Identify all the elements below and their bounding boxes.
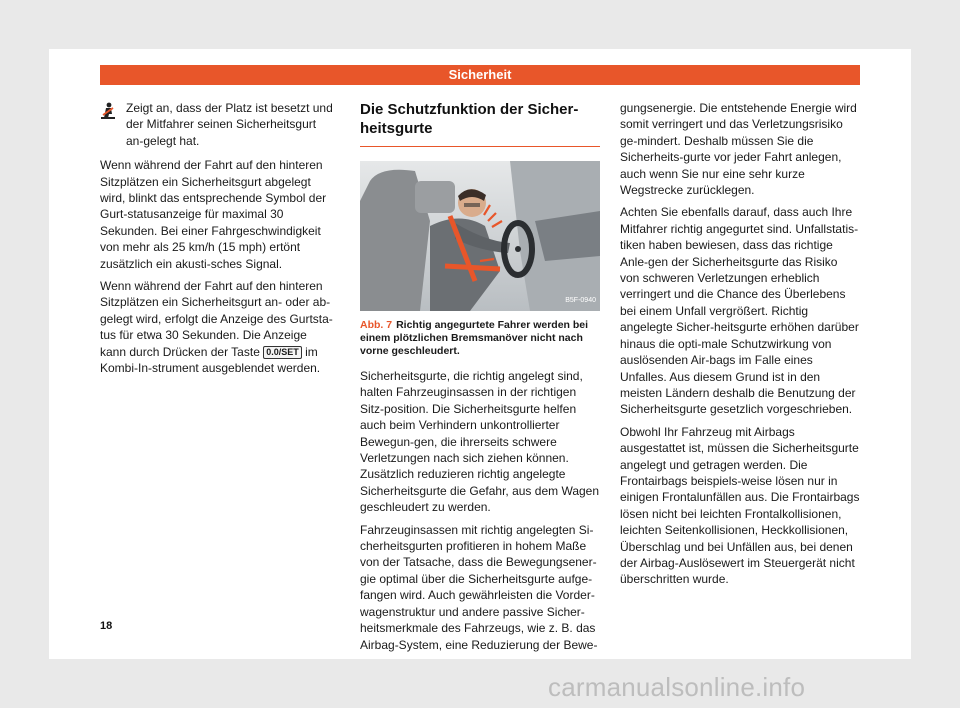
paragraph: Sicherheitsgurte, die richtig angelegt sind, halten Fahrzeuginsassen in der richtigen Sitz-position. Die Sicherheitsgurte helfen auch beim Verhindern unkontrollierter Bewegun-gen, die ihrerseits schwere Verletzungen nach sich ziehen können. Zusätzlich reduzieren richtig angelegte Sicherheitsgurte die Gefahr, aus dem Wagen geschleudert zu werden.	[360, 369, 600, 515]
paragraph: Achten Sie ebenfalls darauf, dass auch Ihre Mitfahrer richtig angegurtet sind. Unfallstatis-tiken haben bewiesen, dass das richtige Anle-gen der Sicherheitsgurte das Risiko von schweren Verletzungen erheblich verringert und die Chance des Überlebens bei einem Unfall vergrößert. Richtig angelegte Sicher-heitsgurte erhöhen darüber hinaus die opti-male Schutzwirkung von auslösenden Air-bags im Falle eines Unfalles. Aus diesem Grund ist in den meisten Ländern deshalb die Benutzung der Sicherheitsgurte gesetzlich vorgeschrieben.	[620, 205, 859, 417]
caption-label: Abb. 7	[360, 319, 393, 331]
caption-text: Richtig angegurtete Fahrer werden bei einem plötzlichen Bremsmanöver nicht nach vorne geschleudert.	[360, 319, 589, 357]
paragraph: Fahrzeuginsassen mit richtig angelegten Si-cherheitsgurten profitieren in hohem Maße von der Tatsache, dass die Bewegungsener-gie optimal über die Sicherheitsgurte aufge-fangen wird. Auch gewährleisten die Vorder-wagenstruktur und andere passive Sicher-heitsmerkmale des Fahrzeugs, wie z. B. das Airbag-System, eine Reduzierung der Bewe-	[360, 522, 598, 652]
seatbelt-note	[100, 100, 336, 149]
figure-caption	[360, 319, 600, 358]
driver-illustration	[360, 161, 600, 311]
paragraph: gungsenergie. Die entstehende Energie wird somit verringert und das Verletzungsrisiko ge-mindert. Deshalb müssen Sie die Sicherheits-gurte vor jeder Fahrt anlegen, auch wenn Sie nur eine sehr kurze Wegstrecke zurücklegen.	[620, 101, 857, 198]
set-key-label: 0.0/SET	[263, 346, 302, 359]
column-middle	[360, 100, 600, 659]
paragraph: Wenn während der Fahrt auf den hinteren Sitzplätzen ein Sicherheitsgurt abgelegt wird, blinkt das entsprechende Symbol der Gurt-statusanzeige für maximal 30 Sekunden. Bei einer Fahrgeschwindigkeit von mehr als 25 km/h (15 mph) ertönt zusätzlich ein akusti-sches Signal.	[100, 158, 327, 271]
page-number: 18	[100, 620, 113, 632]
seatbelt-occupied-icon	[100, 100, 118, 149]
chapter-header	[100, 65, 860, 85]
paragraph-text: Wenn während der Fahrt auf den hinteren Sitzplätzen ein Sicherheitsgurt an- oder ab-gelegt wird, erfolgt die Anzeige des Gurtsta-tus für etwa 30 Sekunden. Die Anzeige kann durch Drücken der Taste	[100, 279, 333, 359]
paragraph: Obwohl Ihr Fahrzeug mit Airbags ausgestattet ist, müssen die Sicherheitsgurte angelegt und getragen werden. Die Frontairbags beispiels-weise lösen nur in einigen Frontalunfällen aus. Die Frontairbags lösen nicht bei leichten Frontalkollisionen, leichten Seitenkollisionen, Heckkollisionen, Überschlag und bei Unfällen aus, bei denen der Airbag-Auslösewert im Steuergerät nicht überschritten wurde.	[620, 424, 860, 587]
section-title: Die Schutzfunktion der Sicher-heitsgurte	[360, 100, 600, 147]
note-text: Zeigt an, dass der Platz ist besetzt und der Mitfahrer seinen Sicherheitsgurt an-gelegt hat.	[126, 101, 333, 148]
figure-driver-belted	[360, 161, 600, 311]
column-left	[100, 100, 336, 383]
column-right	[620, 100, 860, 594]
figure-code: B5F-0940	[565, 296, 596, 304]
chapter-title: Sicherheit	[448, 67, 512, 82]
watermark-text: carmanualsonline.info	[548, 672, 806, 702]
paragraph-text: im Kombi-In-strument ausgeblendet werden.	[100, 344, 321, 376]
paragraph	[100, 278, 336, 376]
